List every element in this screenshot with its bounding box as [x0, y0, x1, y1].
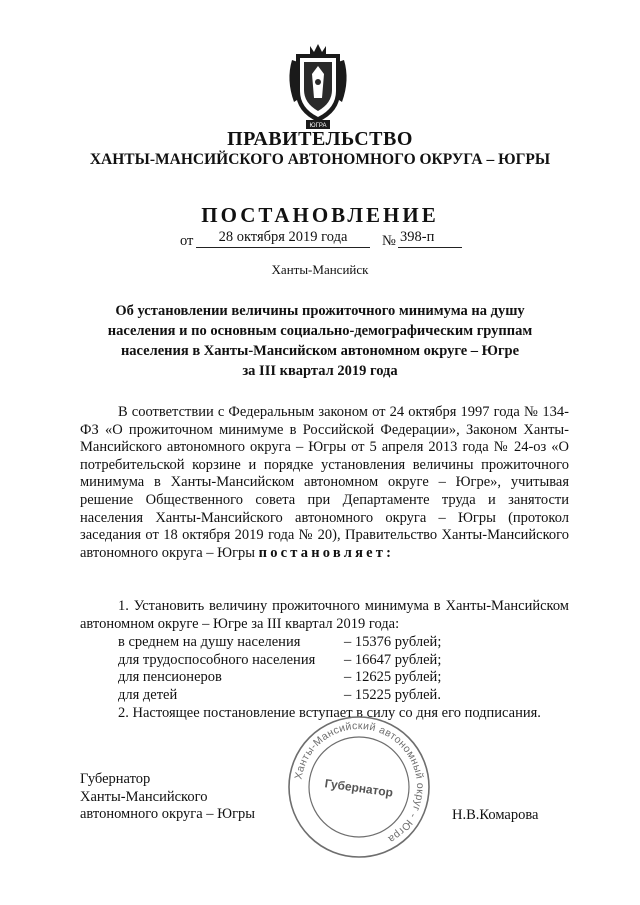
subject-line: за III квартал 2019 года [242, 363, 398, 379]
signer-position [80, 771, 255, 824]
rate-label: для детей [118, 686, 178, 703]
subject-line: Об установлении величины прожиточного минимума на душу [115, 303, 525, 319]
rate-value: – 15225 рублей. [344, 686, 441, 703]
rate-label: в среднем на душу населения [118, 634, 301, 650]
stamp-center-text: Губернатор [323, 776, 394, 800]
resolves-word: постановляет: [258, 544, 395, 561]
rate-label: для пенсионеров [118, 669, 222, 686]
rate-value: – 16647 рублей; [344, 651, 442, 668]
city-name: Ханты-Мансийск [271, 262, 369, 277]
subject-line: населения в Ханты-Мансийском автономном округе – Югре [120, 343, 520, 359]
subject-line: населения и по основным социально-демографическим группам [107, 323, 533, 339]
government-title: ПРАВИТЕЛЬСТВО [227, 128, 413, 150]
rate-row [118, 634, 568, 652]
from-label: от [180, 233, 194, 249]
coat-of-arms-emblem [282, 40, 354, 130]
governor-stamp [284, 712, 434, 862]
rate-row [118, 687, 568, 705]
stamp-ring-text: Ханты-Мансийский автономный округ - Югра [292, 719, 427, 846]
preamble-text: В соответствии с Федеральным законом от 24 октября 1997 года № 134-ФЗ «О прожиточном минимуме в Российской Федерации», Законом Ханты-Мансийского автономного округа – Югры от 5 апреля 2013 года № 24-оз «О потребительской корзине и порядке установления величины прожиточного минимума в Ханты-Мансийском автономном округе – Югре», учитывая решение Общественного совета при Департаменте труда и занятости населения Ханты-Мансийского автономного округа – Югры (протокол заседания от 18 октября 2019 года № 20), Правительство Ханты-Мансийского автономного округа – Югры [80, 404, 569, 561]
rate-value: – 12625 рублей; [344, 669, 442, 686]
region-title: ХАНТЫ-МАНСИЙСКОГО АВТОНОМНОГО ОКРУГА – ЮГРЫ [89, 151, 551, 168]
rate-label: для трудоспособного населения [118, 651, 316, 668]
rate-value: – 15376 рублей; [344, 634, 442, 650]
signer-name: Н.В.Комарова [452, 807, 539, 823]
rate-row [118, 652, 568, 670]
number-label: № [382, 233, 396, 249]
subsistence-rates-list [118, 634, 568, 704]
preamble-paragraph [80, 404, 569, 562]
item-1: 1. Установить величину прожиточного минимума в Ханты-Мансийском автономном округе – Югре за III квартал 2019 года: [80, 598, 569, 632]
signer-line: Губернатор [80, 771, 151, 787]
item-2: 2. Настоящее постановление вступает в силу со дня его подписания. [118, 705, 541, 721]
signer-line: автономного округа – Югры [80, 806, 256, 823]
decree-number: 398-п [398, 229, 462, 248]
emblem-caption: ЮГРА [309, 123, 327, 129]
decree-subject [90, 301, 550, 381]
decree-title: ПОСТАНОВЛЕНИЕ [201, 203, 439, 227]
decree-date: 28 октября 2019 года [196, 229, 370, 248]
rate-row [118, 669, 568, 687]
signer-line: Ханты-Мансийского [80, 788, 208, 805]
